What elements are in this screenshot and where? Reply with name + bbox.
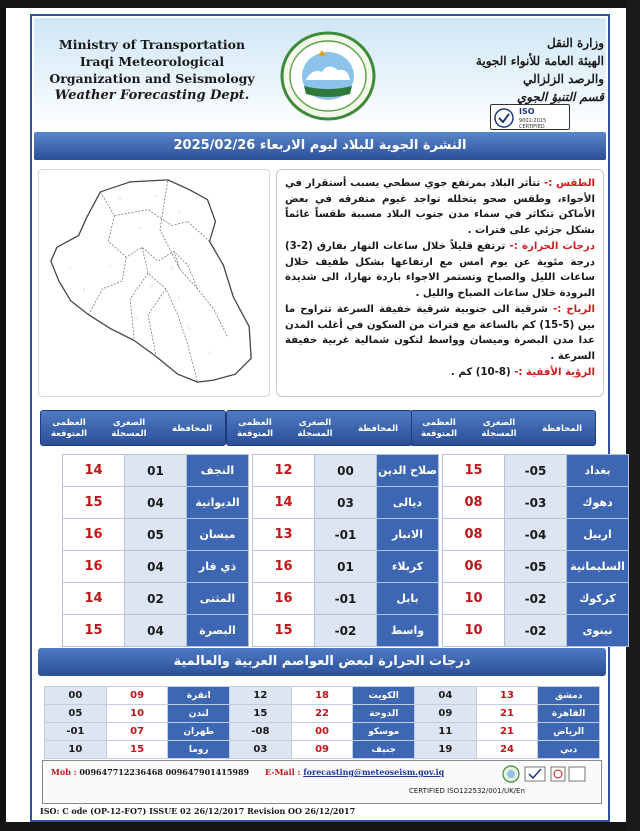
svg-text:.:: .: — [177, 209, 181, 215]
capital-max-temp: 13 — [476, 687, 538, 705]
province-row — [63, 551, 629, 583]
province-row — [63, 583, 629, 615]
organization-logo-icon — [278, 30, 378, 122]
province-min-temp: 05- — [505, 551, 567, 583]
capital-name: طهران — [168, 723, 230, 741]
capital-max-temp: 09 — [106, 687, 168, 705]
province-min-temp: 02 — [125, 583, 187, 615]
province-max-temp: 13 — [253, 519, 315, 551]
province-max-temp: 14 — [63, 583, 125, 615]
province-name: الانبار — [377, 519, 439, 551]
iso-check-icon — [494, 108, 514, 128]
province-name: نينوى — [567, 615, 629, 647]
province-min-temp: 02- — [505, 583, 567, 615]
ministry-ar: وزارة النقل — [547, 36, 604, 50]
col-max: العظمى المتوقعة — [236, 418, 274, 439]
province-min-temp: 04- — [505, 519, 567, 551]
svg-text:::: :: — [82, 286, 86, 292]
header-english — [42, 36, 262, 104]
province-row — [63, 487, 629, 519]
column-spacer — [439, 519, 443, 551]
email-link[interactable]: forecasting@meteoseism.gov.iq — [303, 767, 445, 777]
capital-max-temp: 00 — [291, 723, 353, 741]
column-header-group-1 — [410, 410, 596, 446]
col-min: الصغرى المسجلة — [481, 418, 517, 439]
column-spacer — [439, 551, 443, 583]
province-name: البصرة — [187, 615, 249, 647]
capital-min-temp: 15 — [230, 705, 292, 723]
org-en-1: Iraqi Meteorological — [79, 54, 225, 69]
frame-right — [626, 0, 640, 831]
col-min: الصغرى المسجلة — [297, 418, 333, 439]
capital-name: جنيف — [353, 741, 415, 759]
org-en-2: Organization and Seismology — [49, 71, 255, 86]
province-min-temp: 01 — [125, 455, 187, 487]
bulletin-title: النشرة الجوية للبلاد ليوم الاربعاء 2025/02/26 — [34, 132, 606, 160]
column-spacer — [249, 487, 253, 519]
capital-min-temp: 04 — [415, 687, 477, 705]
capital-name: دبي — [538, 741, 600, 759]
capital-min-temp: 01- — [45, 723, 107, 741]
footer-certified: CERTIFIED ISO122532/001/UK/En — [409, 787, 525, 795]
svg-text::.: :. — [155, 193, 159, 199]
temp-label: درجات الحرارة :- — [509, 241, 595, 252]
svg-text:::: :: — [163, 237, 167, 243]
province-max-temp: 06 — [443, 551, 505, 583]
iso-badge-text: ISO — [519, 107, 535, 116]
capital-name: الكويت — [353, 687, 415, 705]
capitals-table — [44, 686, 600, 759]
column-spacer — [439, 455, 443, 487]
province-max-temp: 10 — [443, 615, 505, 647]
capital-name: موسكو — [353, 723, 415, 741]
province-max-temp: 14 — [63, 455, 125, 487]
iraq-map-icon — [38, 169, 270, 397]
province-row — [63, 615, 629, 647]
column-spacer — [249, 583, 253, 615]
svg-text:::: :: — [150, 282, 153, 288]
org-ar-2: والرصد الزلزالي — [523, 72, 604, 86]
province-max-temp: 15 — [253, 615, 315, 647]
svg-text:::: :: — [118, 195, 121, 201]
capital-name: القاهرة — [538, 705, 600, 723]
capital-row — [45, 705, 600, 723]
column-spacer — [249, 615, 253, 647]
capital-min-temp: 00 — [45, 687, 107, 705]
svg-text:.:.: .:. — [108, 263, 113, 269]
dept-ar: قسم التنبؤ الجوي — [516, 90, 604, 104]
forecast-text — [276, 169, 604, 397]
capital-max-temp: 21 — [476, 705, 538, 723]
weather-label: الطقس :- — [543, 178, 596, 189]
capital-min-temp: 05 — [45, 705, 107, 723]
capital-row — [45, 687, 600, 705]
header — [34, 18, 606, 130]
column-spacer — [439, 615, 443, 647]
capital-max-temp: 09 — [291, 741, 353, 759]
capital-name: الرياض — [538, 723, 600, 741]
province-max-temp: 08 — [443, 487, 505, 519]
province-min-temp: 02- — [315, 615, 377, 647]
province-max-temp: 15 — [443, 455, 505, 487]
column-spacer — [249, 551, 253, 583]
province-min-temp: 04 — [125, 551, 187, 583]
footer-mobile — [51, 767, 249, 777]
capital-min-temp: 10 — [45, 741, 107, 759]
visibility-label: الرؤية الأفقية :- — [514, 367, 595, 378]
province-max-temp: 16 — [63, 551, 125, 583]
province-name: السليمانية — [567, 551, 629, 583]
province-min-temp: 01 — [315, 551, 377, 583]
capital-max-temp: 18 — [291, 687, 353, 705]
svg-text:.:: .: — [68, 265, 72, 271]
frame-top — [0, 0, 640, 8]
mobile-label: Mob : — [51, 767, 77, 777]
province-name: كربلاء — [377, 551, 439, 583]
capital-max-temp: 07 — [106, 723, 168, 741]
org-ar-1: الهيئة العامة للأنواء الجوية — [475, 54, 604, 68]
col-governorate: المحافظة — [171, 423, 213, 434]
col-governorate: المحافظة — [541, 423, 583, 434]
province-name: بابل — [377, 583, 439, 615]
header-arabic — [434, 34, 604, 106]
province-name: صلاح الدين — [377, 455, 439, 487]
svg-text::::: ::: — [169, 265, 174, 271]
capital-min-temp: 11 — [415, 723, 477, 741]
province-name: النجف — [187, 455, 249, 487]
col-min: الصغرى المسجلة — [111, 418, 147, 439]
column-spacer — [439, 487, 443, 519]
capital-min-temp: 19 — [415, 741, 477, 759]
certification-logos-icon — [501, 764, 591, 784]
province-min-temp: 04 — [125, 615, 187, 647]
col-governorate: المحافظة — [357, 423, 399, 434]
capitals-title: درجات الحرارة لبعض العواصم العربية والعالمية — [38, 648, 606, 676]
province-min-temp: 05- — [505, 455, 567, 487]
province-max-temp: 12 — [253, 455, 315, 487]
capital-name: الدوحة — [353, 705, 415, 723]
province-name: بغداد — [567, 455, 629, 487]
footer-iso-code: ISO: C ode (OP-12-FO7) ISSUE 02 26/12/2017 Revision OO 26/12/2017 — [40, 806, 356, 816]
capital-min-temp: 09 — [415, 705, 477, 723]
capital-max-temp: 22 — [291, 705, 353, 723]
provinces-table — [62, 454, 629, 647]
province-name: دهوك — [567, 487, 629, 519]
col-max: العظمى المتوقعة — [420, 418, 458, 439]
province-max-temp: 16 — [63, 519, 125, 551]
capital-name: دمشق — [538, 687, 600, 705]
visibility-text: (8-10) كم . — [450, 367, 515, 378]
province-max-temp: 10 — [443, 583, 505, 615]
svg-text:::.: ::. — [187, 324, 192, 330]
footer-email — [265, 767, 444, 777]
weather-text: تتأثر البلاد بمرتفع جوي سطحي يسبب أستقرار في الأجواء، وطقس صحو يتخلله تواجد غيوم متفرقه في بعض الأماكن تتكاثر في سماء مدن جنوب البلاد مسببة طقساً غائماً بشكل جزئي على فترات . — [285, 178, 595, 236]
frame-left — [0, 0, 6, 831]
province-max-temp: 15 — [63, 615, 125, 647]
province-max-temp: 16 — [253, 583, 315, 615]
svg-text::.:: :.: — [138, 225, 143, 231]
col-max: العظمى المتوقعة — [50, 418, 88, 439]
email-label: E-Mail : — [265, 767, 301, 777]
dept-en: Weather Forecasting Dept. — [54, 88, 250, 103]
column-spacer — [249, 455, 253, 487]
province-min-temp: 02- — [505, 615, 567, 647]
capital-min-temp: 03 — [230, 741, 292, 759]
svg-text::.: :. — [177, 294, 181, 300]
column-header-group-2 — [226, 410, 412, 446]
capital-max-temp: 24 — [476, 741, 538, 759]
capital-name: روما — [168, 741, 230, 759]
province-name: ميسان — [187, 519, 249, 551]
capital-max-temp: 21 — [476, 723, 538, 741]
capital-row — [45, 741, 600, 759]
province-min-temp: 03- — [505, 487, 567, 519]
iso-badge — [490, 104, 570, 130]
mobile-value: 009647712236468 009647901415989 — [79, 767, 250, 777]
province-max-temp: 08 — [443, 519, 505, 551]
province-max-temp: 15 — [63, 487, 125, 519]
capital-max-temp: 15 — [106, 741, 168, 759]
wind-label: الرياح :- — [552, 304, 595, 315]
capital-min-temp: 08- — [230, 723, 292, 741]
province-min-temp: 00 — [315, 455, 377, 487]
capital-row — [45, 723, 600, 741]
province-max-temp: 16 — [253, 551, 315, 583]
province-name: كركوك — [567, 583, 629, 615]
svg-text:.:: .: — [207, 348, 211, 354]
capital-name: انقرة — [168, 687, 230, 705]
province-min-temp: 01- — [315, 519, 377, 551]
frame-bottom — [0, 822, 640, 831]
footer — [42, 760, 602, 804]
province-min-temp: 04 — [125, 487, 187, 519]
province-name: واسط — [377, 615, 439, 647]
ministry-en: Ministry of Transportation — [58, 37, 246, 52]
capital-min-temp: 12 — [230, 687, 292, 705]
column-header-group-3 — [40, 410, 226, 446]
province-name: الديوانية — [187, 487, 249, 519]
svg-text:.::: .:: — [134, 314, 139, 320]
wind-text: شرقية الى جنوبية شرقية خفيفة السرعة تتراوح ما بين (5-15) كم بالساعة مع فترات من السكون في أغلب المدن عدا مدن البصرة وميسان وواسط لتكون شمالية غربية خفيفة السرعة . — [285, 304, 595, 362]
capital-max-temp: 10 — [106, 705, 168, 723]
svg-text:◦ ◦ ◦: ◦ ◦ ◦ — [321, 40, 335, 46]
province-name: المثنى — [187, 583, 249, 615]
province-row — [63, 455, 629, 487]
province-min-temp: 03 — [315, 487, 377, 519]
province-min-temp: 05 — [125, 519, 187, 551]
column-spacer — [439, 583, 443, 615]
province-name: اربيل — [567, 519, 629, 551]
province-min-temp: 01- — [315, 583, 377, 615]
province-name: ديالى — [377, 487, 439, 519]
iso-badge-sub: 9001:2015 CERTIFIED — [519, 118, 547, 130]
bulletin-sheet — [30, 14, 625, 822]
province-name: ذي قار — [187, 551, 249, 583]
capital-name: لندن — [168, 705, 230, 723]
temp-text: ترتفع قليلاً خلال ساعات النهار بفارق (2-3) درجة مئوية عن يوم امس مع ارتفاعها بشكل طفيف خلال ساعات الليل والصباح وتستمر الاجواء باردة نهارا، الى شديدة البرودة خلال ساعات الصباح والليل . — [285, 241, 595, 299]
province-max-temp: 14 — [253, 487, 315, 519]
province-row — [63, 519, 629, 551]
column-spacer — [249, 519, 253, 551]
